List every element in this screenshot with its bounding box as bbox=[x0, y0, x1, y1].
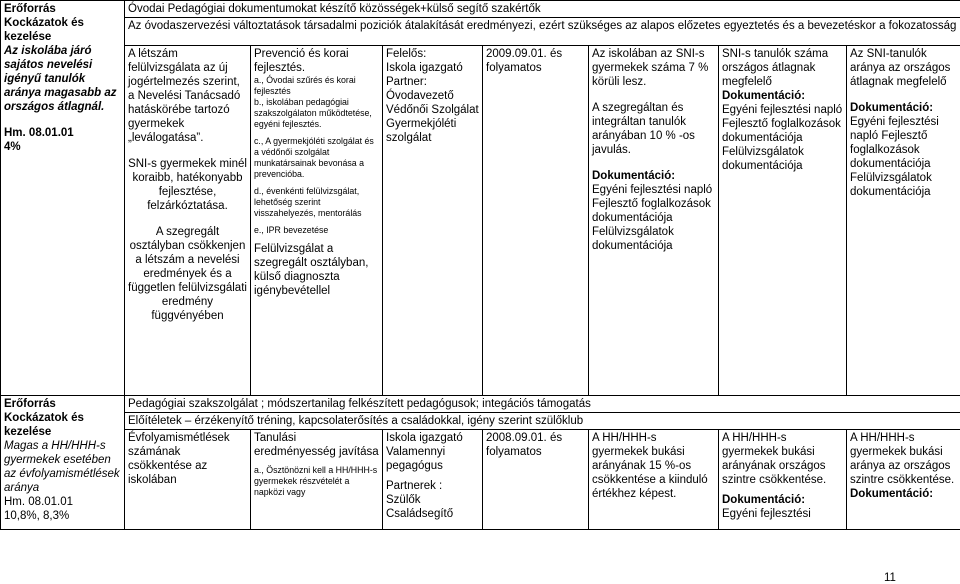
partner-label: Partner: bbox=[386, 76, 427, 88]
long-term-text: Az SNI-tanulók aránya az országos átlagnak megfelelő bbox=[850, 48, 951, 88]
section2-row-main bbox=[1, 430, 960, 530]
documentation-list: Egyéni fejlesztési bbox=[722, 508, 811, 520]
section2-indicator-long bbox=[847, 430, 960, 530]
partner-label: Partnerek : bbox=[386, 480, 443, 492]
documentation-list: Egyéni fejlesztési napló Fejlesztő foglalkozások dokumentációja Felülvizsgálatok dokumentációja bbox=[850, 116, 939, 198]
section2-resources: Pedagógiai szakszolgálat ; módszertanilag felkészített pedagógusok; integációs támogatás bbox=[125, 396, 960, 413]
baseline-value: 10,8%, 8,3% bbox=[4, 510, 70, 522]
section1-action-cell bbox=[251, 46, 383, 396]
partner-list: Óvodavezető Védőnői Szolgálat Gyermekjóléti szolgálat bbox=[386, 90, 479, 144]
section2-action-cell bbox=[251, 430, 383, 530]
documentation-label: Dokumentáció: bbox=[850, 102, 934, 114]
section1-deadline: 2009.09.01. és folyamatos bbox=[483, 46, 589, 396]
documentation-label: Dokumentáció: bbox=[850, 488, 934, 500]
section2-row-risks bbox=[1, 413, 960, 430]
goal-text-3: A szegregált osztályban csökkenjen a létszám a nevelési eredmények és a független felülvizsgálati eredmény függvényében bbox=[128, 226, 247, 322]
section1-left-cell bbox=[1, 1, 125, 396]
section1-goal-cell bbox=[125, 46, 251, 396]
section1-row-risks bbox=[1, 18, 960, 46]
section2-left-cell bbox=[1, 396, 125, 530]
action-item-e: e., IPR bevezetése bbox=[254, 225, 329, 235]
section2-indicator-short: A HH/HHH-s gyermekek bukási arányának 15 %-os csökkentése a kiinduló értékhez képest. bbox=[589, 430, 719, 530]
short-term-text: Az iskolában az SNI-s gyermekek száma 7 % körüli lesz. bbox=[592, 48, 709, 88]
documentation-list: Egyéni fejlesztési napló Fejlesztő foglalkozások dokumentációja Felülvizsgálatok dokumentációja bbox=[592, 184, 713, 252]
action-item-a: a., Ösztönözni kell a HH/HHH-s gyermekek részvételét a napközi vagy bbox=[254, 465, 378, 497]
resource-heading: Erőforrás bbox=[4, 3, 56, 15]
section2-risk-management: Előítéletek – érzékenyítő tréning, kapcsolaterősítés a családokkal, igény szerint szülőklub bbox=[125, 413, 960, 430]
long-term-text: A HH/HHH-s gyermekek bukási aránya az országos szintre csökkentése. bbox=[850, 432, 955, 486]
section2-deadline: 2008.09.01. és folyamatos bbox=[483, 430, 589, 530]
action-item-c: c., A gyermekjóléti szolgálat és a védőnői szolgálat munkatársainak bevonása a prevencióba. bbox=[254, 136, 374, 179]
documentation-label: Dokumentáció: bbox=[592, 170, 676, 182]
section1-risk-management: Az óvodaszervezési változtatások társadalmi poziciók átalakítását eredményezi, ezért szükséges az alapos előzetes egyeztetés és a bevezetéskor a fokozatosság bbox=[125, 18, 960, 46]
risk-text: Magas a HH/HHH-s gyermekek esetében az évfolyamismétlések aránya bbox=[4, 440, 120, 494]
action-item-b: b., iskolában pedagógiai szakszolgálaton működtetése, egyéni fejlesztés. bbox=[254, 97, 372, 129]
section1-row-main bbox=[1, 46, 960, 396]
responsible-staff: Valamennyi pegagógus bbox=[386, 446, 446, 472]
section1-indicator-short bbox=[589, 46, 719, 396]
documentation-label: Dokumentáció: bbox=[722, 90, 806, 102]
documentation-list: Egyéni fejlesztési napló Fejlesztő foglalkozások dokumentációja Felülvizsgálatok dokumentációja bbox=[722, 104, 843, 172]
responsible-name: Iskola igazgató bbox=[386, 432, 463, 444]
action-review: Felülvizsgálat a szegregált osztályban, külső diagnoszta igénybevétellel bbox=[254, 243, 369, 297]
risk-text: Az iskolába járó sajátos nevelési igényű tanulók aránya magasabb az országos átlagnál. bbox=[4, 45, 117, 113]
action-title: Tanulási eredményesség javítása bbox=[254, 432, 379, 458]
section1-responsible-cell bbox=[383, 46, 483, 396]
documentation-label: Dokumentáció: bbox=[722, 494, 806, 506]
section2-responsible-cell bbox=[383, 430, 483, 530]
baseline-date: Hm. 08.01.01 bbox=[4, 496, 74, 508]
goal-text-2: SNI-s gyermekek minél koraibb, hatékonyabb fejlesztése, felzárkóztatása. bbox=[128, 158, 247, 212]
resource-heading: Erőforrás bbox=[4, 398, 56, 410]
baseline-date: Hm. 08.01.01 bbox=[4, 127, 74, 139]
section1-indicator-mid bbox=[719, 46, 847, 396]
action-item-a: a., Óvodai szűrés és korai fejlesztés bbox=[254, 75, 356, 96]
responsible-label: Felelős: bbox=[386, 48, 427, 60]
risk-heading: Kockázatok és kezelése bbox=[4, 412, 84, 438]
mid-term-text: A HH/HHH-s gyermekek bukási arányának országos szintre csökkentése. bbox=[722, 432, 827, 486]
goal-text-1: A létszám felülvizsgálata az új jogértelmezés szerint, a Nevelési Tanácsadó hatáskörébe tartozó gyermekek „leválogatása”. bbox=[128, 48, 241, 144]
action-title: Prevenció és korai fejlesztés. bbox=[254, 48, 349, 74]
action-item-d: d., évenkénti felülvizsgálat, lehetőség szerint visszahelyezés, mentorálás bbox=[254, 186, 362, 218]
short-term-text-2: A szegregáltan és integráltan tanulók arányában 10 % -os javulás. bbox=[592, 102, 695, 156]
section1-resources: Óvodai Pedagógiai dokumentumokat készítő közösségek+külső segítő szakértők bbox=[125, 1, 960, 18]
partner-list: Szülők Családsegítő bbox=[386, 494, 454, 520]
page-number: 11 bbox=[884, 572, 896, 584]
responsible-name: Iskola igazgató bbox=[386, 62, 463, 74]
section1-row-resources bbox=[1, 1, 960, 18]
baseline-value: 4% bbox=[4, 141, 21, 153]
section1-indicator-long bbox=[847, 46, 960, 396]
section2-indicator-mid bbox=[719, 430, 847, 530]
risk-heading: Kockázatok és kezelése bbox=[4, 17, 84, 43]
section2-goal: Évfolyamismétlések számának csökkentése az iskolában bbox=[125, 430, 251, 530]
mid-term-text: SNI-s tanulók száma országos átlagnak megfelelő bbox=[722, 48, 829, 88]
section2-row-resources bbox=[1, 396, 960, 413]
